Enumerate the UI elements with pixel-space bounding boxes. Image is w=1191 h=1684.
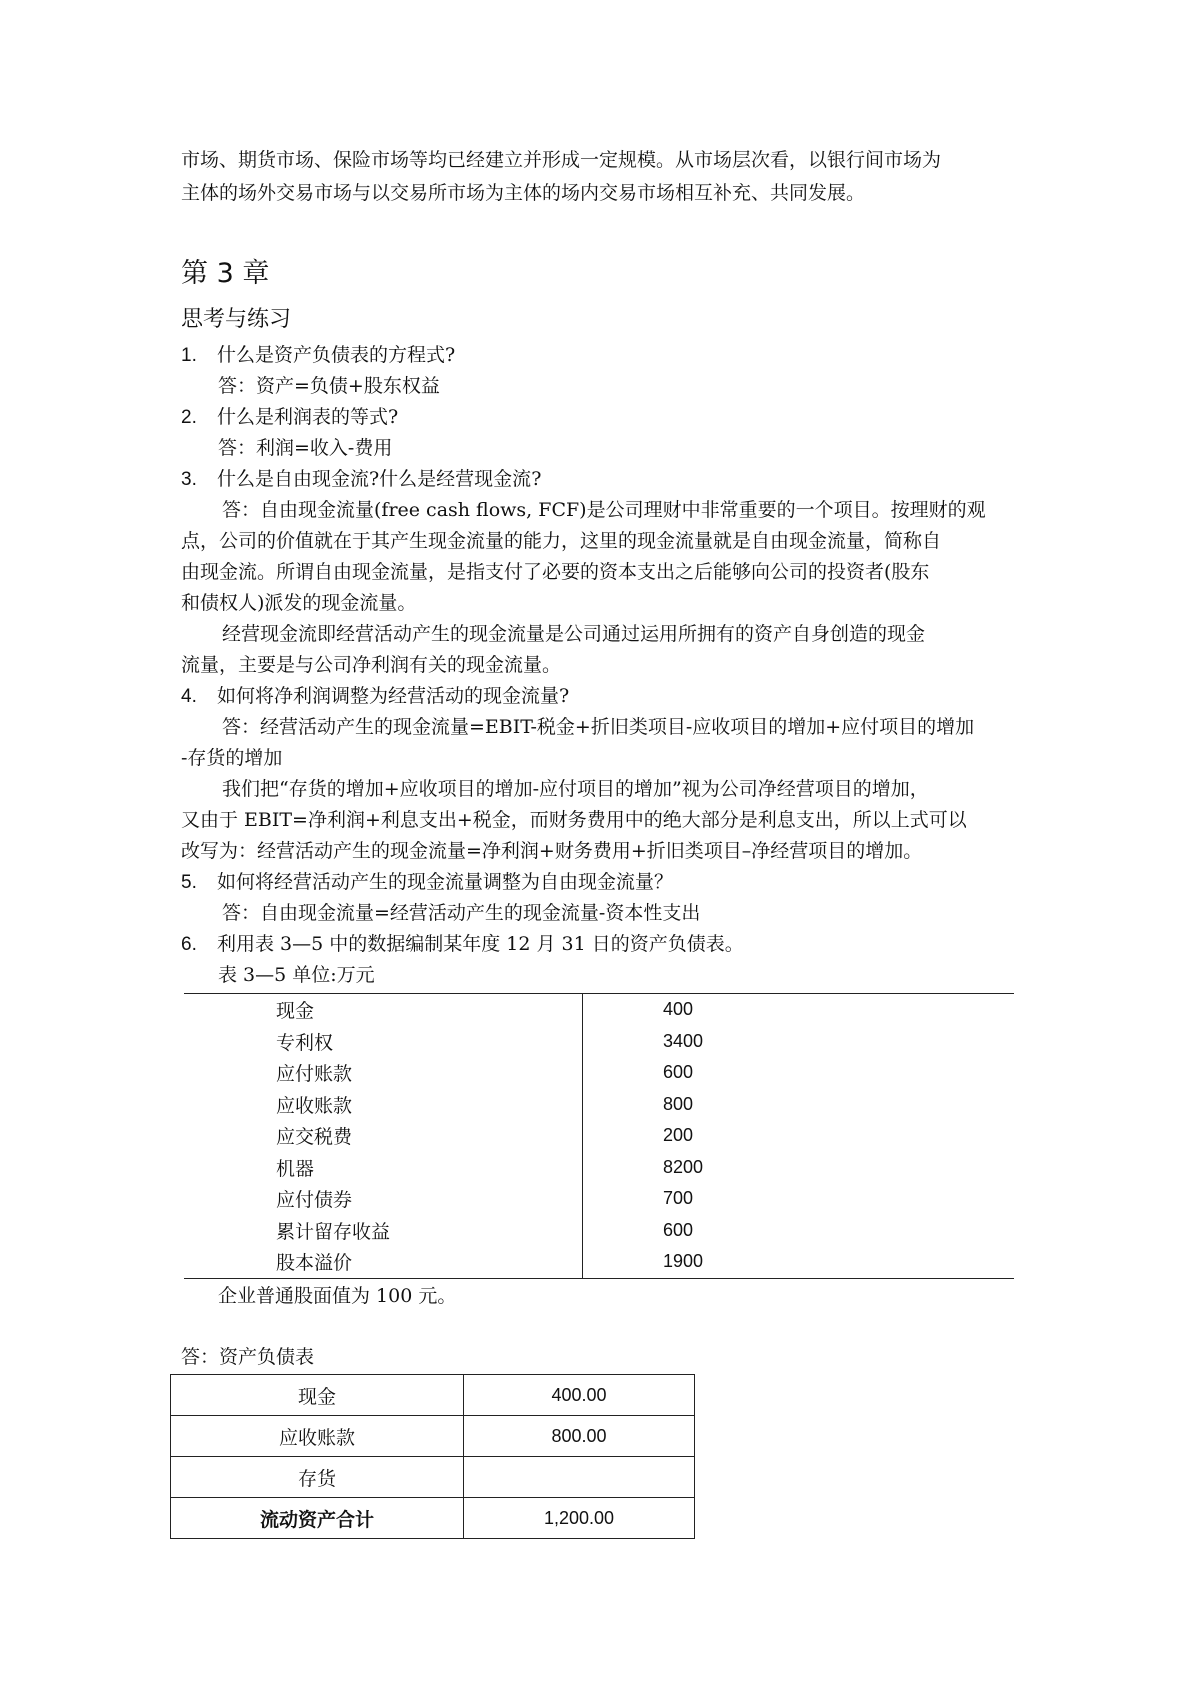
- intro-line: 主体的场外交易市场与以交易所市场为主体的场内交易市场相互补充、共同发展。: [181, 182, 866, 204]
- table-cell-item: 股本溢价: [184, 1246, 583, 1278]
- table-cell-value: 1900: [663, 1251, 704, 1272]
- question-number: 1.: [181, 345, 197, 366]
- answer-3-line: 由现金流。所谓自由现金流量，是指支付了必要的资本支出之后能够向公司的投资者(股东: [181, 561, 930, 583]
- table-cell-item: 流动资产合计: [171, 1498, 464, 1539]
- table-cell-item: 应收账款: [184, 1089, 583, 1121]
- table-cell-item: 应收账款: [171, 1416, 464, 1457]
- table-cell-value: 400.00: [464, 1375, 695, 1416]
- table-cell-value: 600: [663, 1062, 694, 1083]
- table-row: [171, 1375, 695, 1416]
- question-2: [181, 402, 398, 433]
- table-row-total: [171, 1498, 695, 1539]
- table-cell-item: 应交税费: [184, 1120, 583, 1152]
- table-cell-value: [464, 1457, 695, 1498]
- table-cell-value: 3400: [663, 1030, 704, 1051]
- answer-4-line: 改写为：经营活动产生的现金流量=净利润+财务费用+折旧类项目–净经营项目的增加。: [181, 840, 923, 862]
- table-row: [184, 1246, 1014, 1278]
- question-text: 利用表 3—5 中的数据编制某年度 12 月 31 日的资产负债表。: [217, 933, 744, 955]
- table-cell-item: 现金: [171, 1375, 464, 1416]
- section-heading: 思考与练习: [181, 307, 292, 332]
- question-4: [181, 681, 569, 712]
- question-text: 什么是利润表的等式?: [217, 406, 399, 428]
- answer-4-line: -存货的增加: [181, 747, 283, 769]
- question-number: 6.: [181, 934, 197, 955]
- intro-paragraph: [181, 144, 1021, 210]
- table-cell-item: 应付账款: [184, 1057, 583, 1089]
- answer-1: 答：资产=负债+股东权益: [218, 375, 440, 397]
- table-row: [184, 1057, 1014, 1089]
- answer-4-line: 我们把“存货的增加+应收项目的增加-应付项目的增加”视为公司净经营项目的增加，: [222, 778, 929, 800]
- question-1: [181, 340, 455, 371]
- table-row: [184, 1120, 1014, 1152]
- table-row: [184, 1026, 1014, 1058]
- table-cell-value: 800: [663, 1093, 694, 1114]
- table-cell-item: 机器: [184, 1152, 583, 1184]
- table-row: [171, 1457, 695, 1498]
- question-number: 2.: [181, 407, 197, 428]
- answer-3-line: 流量，主要是与公司净利润有关的现金流量。: [181, 654, 562, 676]
- table-row: [184, 1152, 1014, 1184]
- question-text: 如何将净利润调整为经营活动的现金流量?: [217, 685, 570, 707]
- table-cell-item: 应付债券: [184, 1183, 583, 1215]
- table-cell-value: 400: [663, 999, 694, 1020]
- answer-3-line: 和债权人)派发的现金流量。: [181, 592, 417, 614]
- answer-2: 答：利润=收入-费用: [218, 437, 393, 459]
- question-number: 4.: [181, 686, 197, 707]
- table-cell-item: 现金: [184, 994, 583, 1026]
- intro-line: 市场、期货市场、保险市场等均已经建立并形成一定规模。从市场层次看，以银行间市场为: [181, 149, 942, 171]
- table-cell-value: 700: [663, 1188, 694, 1209]
- table-row: [184, 994, 1014, 1026]
- table-cell-item: 存货: [171, 1457, 464, 1498]
- chapter-heading: 第 3 章: [181, 258, 270, 289]
- question-3: [181, 464, 541, 495]
- answer-4-line: 又由于 EBIT=净利润+利息支出+税金，而财务费用中的绝大部分是利息支出，所以上式可以: [181, 809, 967, 831]
- table-row: [171, 1416, 695, 1457]
- answer-4-line: 答：经营活动产生的现金流量=EBIT-税金+折旧类项目-应收项目的增加+应付项目的增加: [222, 716, 975, 738]
- answer-3-line: 经营现金流即经营活动产生的现金流量是公司通过运用所拥有的资产自身创造的现金: [222, 623, 926, 645]
- table-row: [184, 1089, 1014, 1121]
- table-row: [184, 1215, 1014, 1247]
- answer-6-title: 答：资产负债表: [181, 1346, 315, 1368]
- table-cell-value: 1,200.00: [464, 1498, 695, 1539]
- question-5: [181, 867, 673, 898]
- answer-5: 答：自由现金流量=经营活动产生的现金流量-资本性支出: [222, 902, 701, 924]
- answer-3-line: 点，公司的价值就在于其产生现金流量的能力，这里的现金流量就是自由现金流量，简称自: [181, 530, 942, 552]
- par-value-note: 企业普通股面值为 100 元。: [218, 1285, 457, 1307]
- question-text: 什么是资产负债表的方程式?: [217, 344, 456, 366]
- answer-3-line: 答：自由现金流量(free cash flows, FCF)是公司理财中非常重要的一个项目。按理财的观: [222, 499, 986, 521]
- question-text: 什么是自由现金流?什么是经营现金流?: [217, 468, 542, 490]
- balance-sheet-table: [170, 1374, 695, 1539]
- table-cell-value: 600: [663, 1219, 694, 1240]
- question-number: 5.: [181, 872, 197, 893]
- table-cell-item: 累计留存收益: [184, 1215, 583, 1247]
- table-cell-value: 200: [663, 1125, 694, 1146]
- question-text: 如何将经营活动产生的现金流量调整为自由现金流量？: [217, 871, 674, 893]
- table-cell-value: 8200: [663, 1156, 704, 1177]
- data-table-3-5: [184, 993, 1014, 1279]
- table-caption: 表 3—5 单位:万元: [218, 964, 375, 986]
- table-row: [184, 1183, 1014, 1215]
- question-number: 3.: [181, 469, 197, 490]
- table-cell-item: 专利权: [184, 1026, 583, 1058]
- table-cell-value: 800.00: [464, 1416, 695, 1457]
- question-6: [181, 929, 744, 960]
